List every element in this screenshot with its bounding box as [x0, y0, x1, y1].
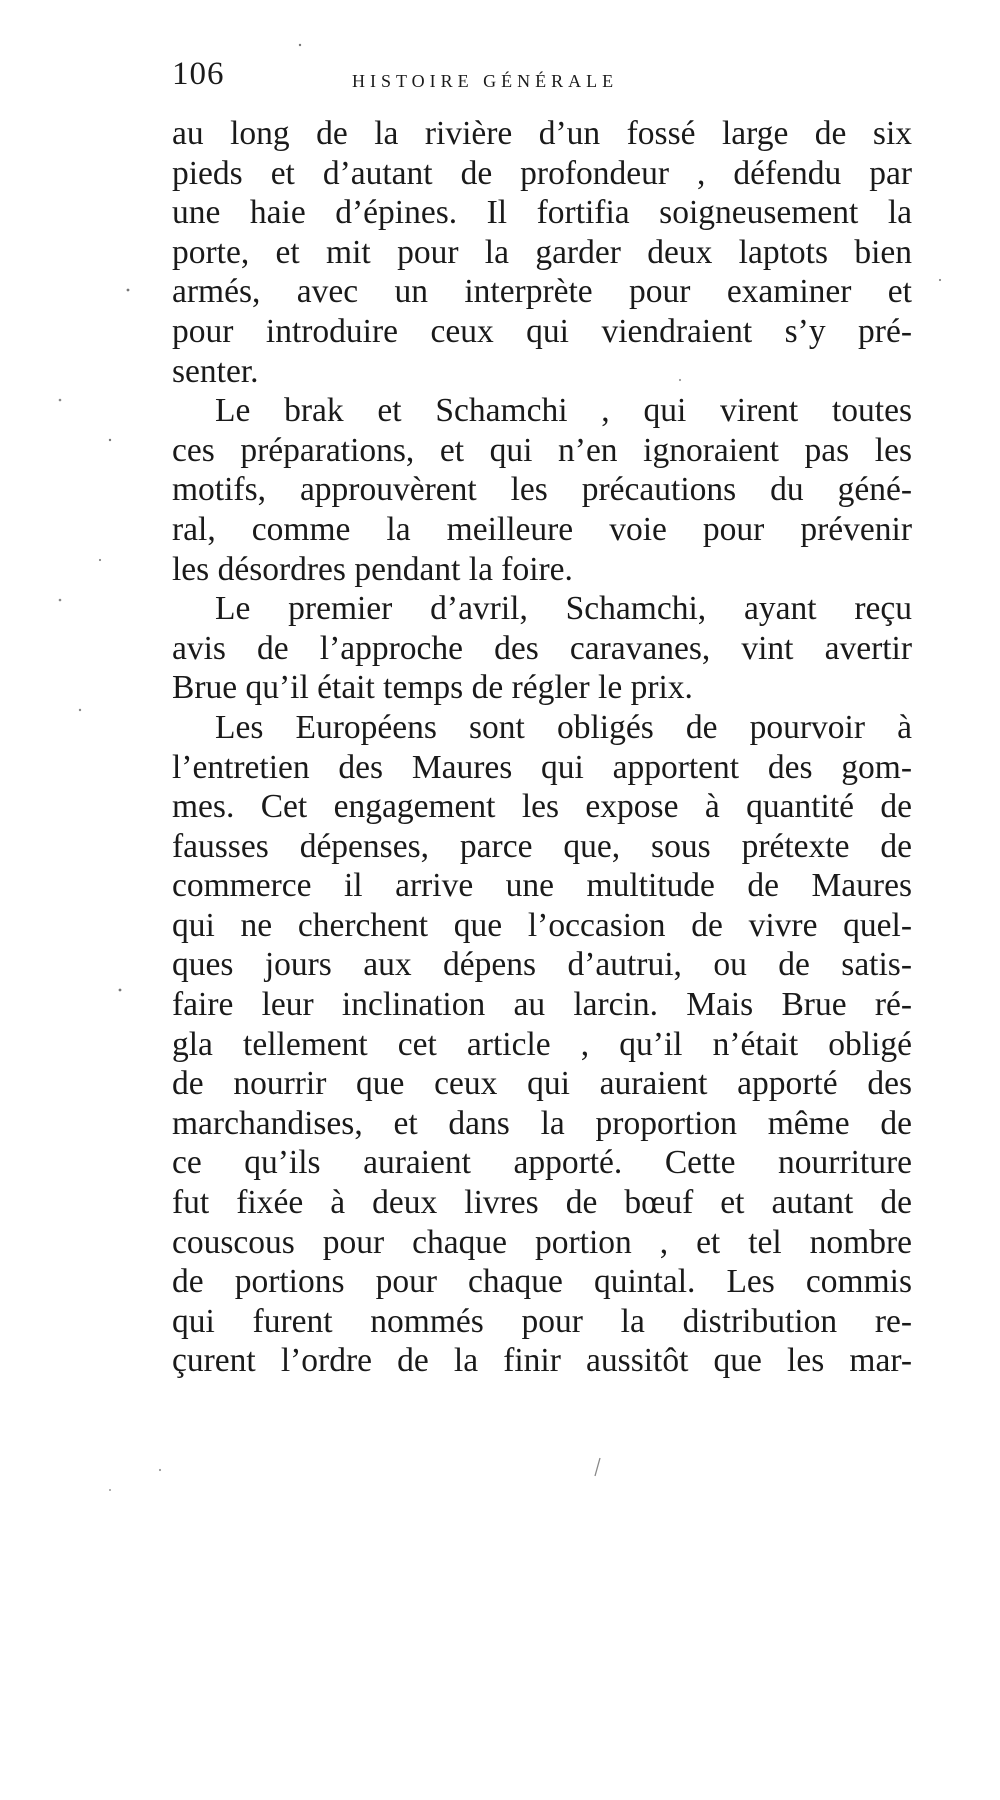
text-line: gla tellement cet article , qu’il n’était obligé [172, 1025, 912, 1063]
text-line: une haie d’épines. Il fortifia soigneusement la [172, 194, 912, 232]
text-line: mes. Cet engagement les expose à quantité de [172, 788, 912, 826]
text-line: ce qu’ils auraient apporté. Cette nourriture [172, 1144, 912, 1182]
text-line: qui furent nommés pour la distribution re- [172, 1302, 912, 1340]
text-line: faire leur inclination au larcin. Mais Brue ré- [172, 986, 912, 1024]
text-line: de nourrir que ceux qui auraient apporté des [172, 1065, 912, 1103]
text-line: motifs, approuvèrent les précautions du géné- [172, 471, 912, 509]
text-line: marchandises, et dans la proportion même de [172, 1104, 912, 1142]
text-line: fut fixée à deux livres de bœuf et autant de [172, 1184, 912, 1222]
text-line: çurent l’ordre de la finir aussitôt que les mar- [172, 1342, 912, 1380]
text-line: les désordres pendant la foire. [172, 550, 573, 588]
text-line: pieds et d’autant de profondeur , défendu par [172, 154, 912, 192]
text-line: porte, et mit pour la garder deux laptots bien [172, 233, 912, 271]
text-line: couscous pour chaque portion , et tel nombre [172, 1223, 912, 1261]
page-number: 106 [172, 56, 225, 92]
text-line: l’entretien des Maures qui apportent des gom- [172, 748, 912, 786]
text-line: ral, comme la meilleure voie pour prévenir [172, 510, 912, 548]
running-title: HISTOIRE GÉNÉRALE [352, 71, 619, 91]
text-line: Brue qu’il était temps de régler le prix. [172, 669, 693, 707]
text-line: Le premier d’avril, Schamchi, ayant reçu [215, 590, 912, 628]
text-line: commerce il arrive une multitude de Maures [172, 867, 912, 905]
text-line: fausses dépenses, parce que, sous prétexte de [172, 827, 912, 865]
text-line: avis de l’approche des caravanes, vint avertir [172, 629, 912, 667]
text-line: ques jours aux dépens d’autrui, ou de satis- [172, 946, 912, 984]
text-line: au long de la rivière d’un fossé large de six [172, 115, 912, 152]
text-line: senter. [172, 352, 259, 390]
text-line: qui ne cherchent que l’occasion de vivre quel- [172, 906, 912, 944]
text-line: de portions pour chaque quintal. Les commis [172, 1263, 912, 1301]
text-line: Les Européens sont obligés de pourvoir à [215, 708, 912, 746]
text-line: ces préparations, et qui n’en ignoraient pas les [172, 431, 912, 469]
text-line: pour introduire ceux qui viendraient s’y pré- [172, 312, 912, 350]
text-line: Le brak et Schamchi , qui virent toutes [215, 392, 912, 430]
text-line: armés, avec un interprète pour examiner et [172, 273, 912, 311]
